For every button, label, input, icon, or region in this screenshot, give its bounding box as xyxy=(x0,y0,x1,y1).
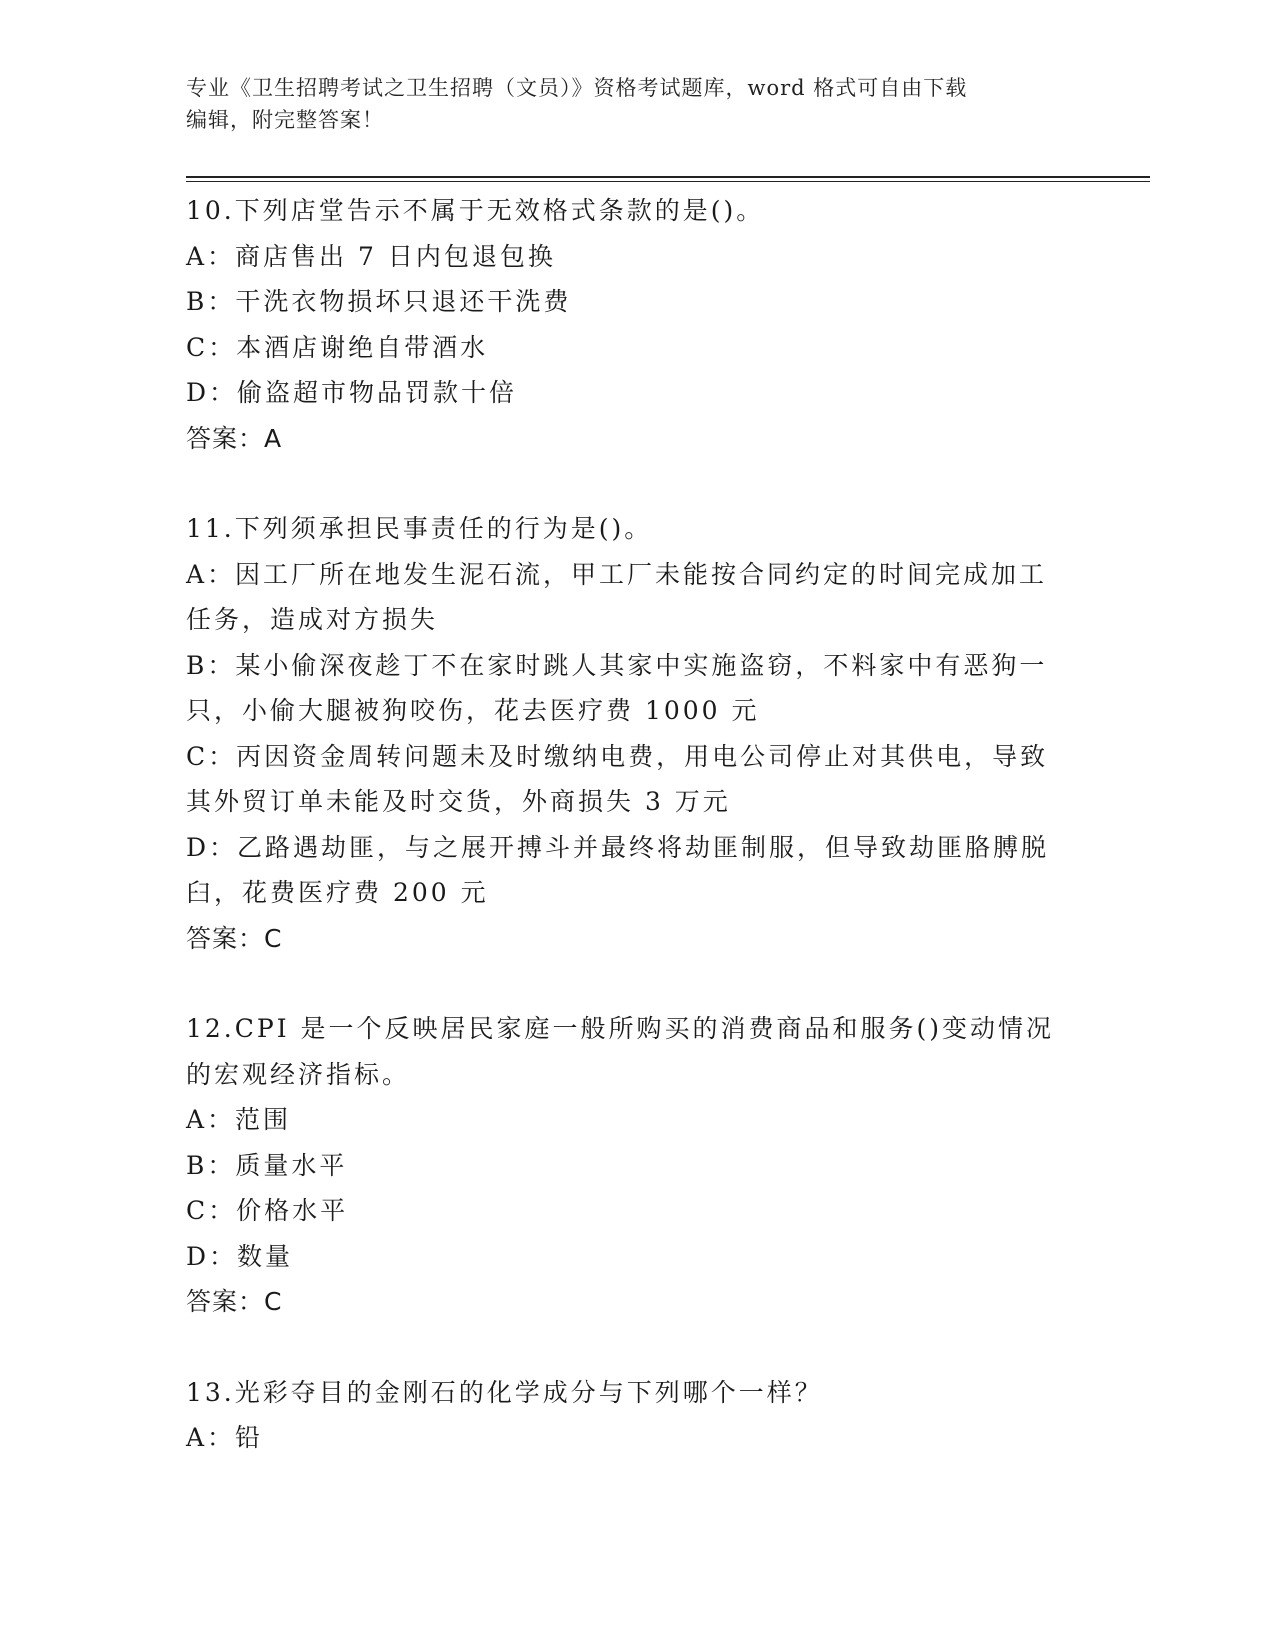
question-option: B：质量水平 xyxy=(186,1150,348,1180)
question-option: A：商店售出 7 日内包退包换 xyxy=(186,241,556,271)
question-option: B：某小偷深夜趁丁不在家时跳人其家中实施盗窃，不料家中有恶狗一 xyxy=(186,650,1048,680)
question-stem: 10.下列店堂告示不属于无效格式条款的是()。 xyxy=(186,196,765,225)
header-divider-thin xyxy=(186,181,1150,182)
answer-label: 答案：C xyxy=(186,1287,283,1316)
question-stem: 12.CPI 是一个反映居民家庭一般所购买的消费商品和服务()变动情况 xyxy=(186,1014,1055,1043)
header-line-1: 专业《卫生招聘考试之卫生招聘（文员）》资格考试题库，word 格式可自由下载 xyxy=(186,76,968,100)
question-option: 只，小偷大腿被狗咬伤，花去医疗费 1000 元 xyxy=(186,696,760,725)
header-line-2: 编辑，附完整答案！ xyxy=(186,108,384,132)
question-option: 臼，花费医疗费 200 元 xyxy=(186,878,489,907)
question-option: C：价格水平 xyxy=(186,1196,349,1225)
question-block xyxy=(186,506,1086,961)
question-option: B：干洗衣物损坏只退还干洗费 xyxy=(186,287,572,316)
question-list xyxy=(186,188,1086,1506)
question-block xyxy=(186,188,1086,461)
answer-label: 答案：C xyxy=(186,923,283,953)
question-option: A：因工厂所在地发生泥石流，甲工厂未能按合同约定的时间完成加工 xyxy=(186,559,1048,589)
document-header xyxy=(186,72,1066,136)
question-stem: 11.下列须承担民事责任的行为是()。 xyxy=(186,514,653,543)
header-divider-thick xyxy=(186,176,1150,178)
question-option: 其外贸订单未能及时交货，外商损失 3 万元 xyxy=(186,787,731,816)
question-option: C：本酒店谢绝自带酒水 xyxy=(186,332,489,362)
question-stem: 13.光彩夺目的金刚石的化学成分与下列哪个一样？ xyxy=(186,1377,823,1407)
question-option: D：乙路遇劫匪，与之展开搏斗并最终将劫匪制服，但导致劫匪胳膊脱 xyxy=(186,832,1050,862)
question-block xyxy=(186,1006,1086,1325)
question-option: A：铅 xyxy=(186,1423,264,1452)
question-option: D：偷盗超市物品罚款十倍 xyxy=(186,378,518,407)
answer-label: 答案：A xyxy=(186,423,283,453)
question-option: D：数量 xyxy=(186,1241,294,1271)
question-block xyxy=(186,1370,1086,1461)
question-stem: 的宏观经济指标。 xyxy=(186,1059,411,1089)
question-option: 任务，造成对方损失 xyxy=(186,605,439,634)
question-option: C：丙因资金周转问题未及时缴纳电费，用电公司停止对其供电，导致 xyxy=(186,741,1049,771)
question-option: A：范围 xyxy=(186,1105,292,1134)
